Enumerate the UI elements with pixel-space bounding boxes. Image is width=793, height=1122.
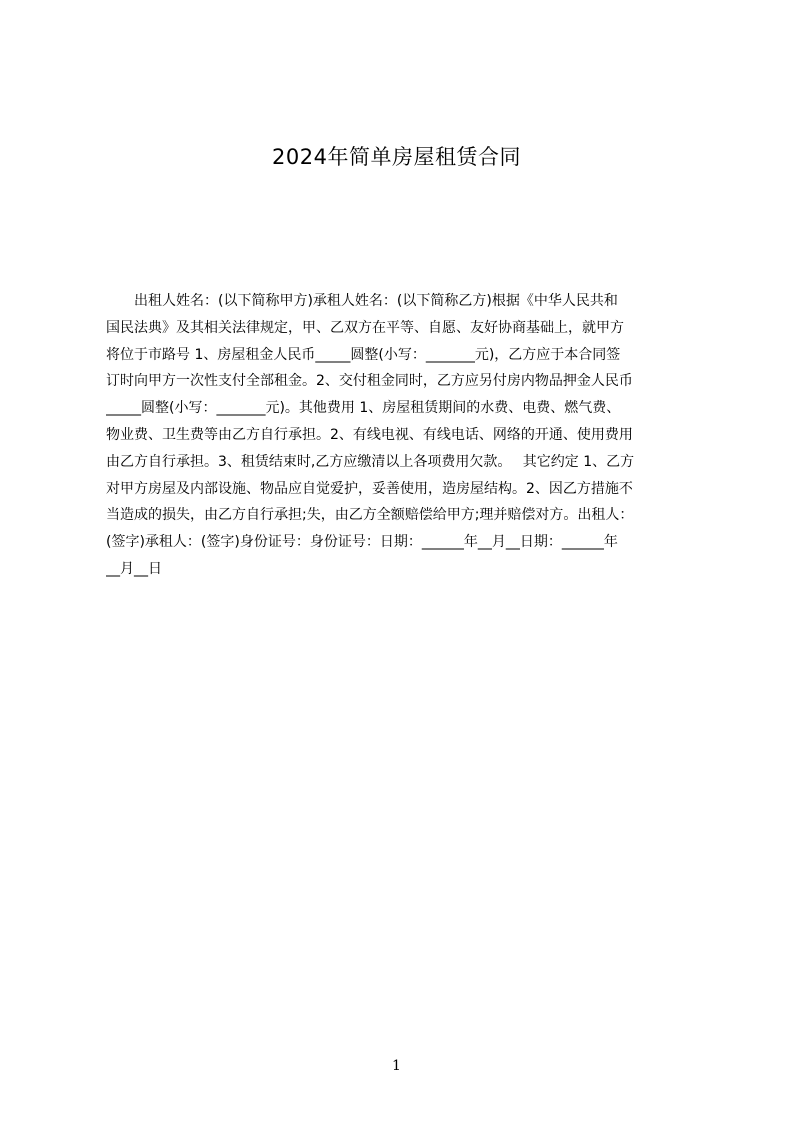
body-line: 由乙方自行承担。3、租赁结束时,乙方应缴清以上各项费用欠款。 其它约定 1、乙方 xyxy=(106,453,635,470)
document-title: 2024年简单房屋租赁合同 xyxy=(272,145,521,169)
body-line: 物业费、卫生费等由乙方自行承担。2、有线电视、有线电话、网络的开通、使用费用 xyxy=(106,426,633,443)
body-line: 对甲方房屋及内部设施、物品应自觉爱护，妥善使用，造房屋结构。2、因乙方措施不 xyxy=(106,480,633,497)
body-line: 国民法典》及其相关法律规定，甲、乙双方在平等、自愿、友好协商基础上，就甲方 xyxy=(106,319,624,336)
body-line: _____圆整(小写：_______元)。其他费用 1、房屋租赁期间的水费、电费、燃气费、 xyxy=(106,400,621,417)
contract-body xyxy=(106,288,698,583)
body-line: 当造成的损失，由乙方自行承担;失，由乙方全额赔偿给甲方;理并赔偿对方。出租人： xyxy=(106,507,634,524)
body-line: 出租人姓名：(以下简称甲方)承租人姓名：(以下简称乙方)根据《中华人民共和 xyxy=(106,293,618,309)
body-line: 订时向甲方一次性支付全部租金。2、交付租金同时，乙方应另付房内物品押金人民币 xyxy=(106,373,633,390)
body-line: (签字)承租人：(签字)身份证号：身份证号：日期：______年__月__日期：______年 xyxy=(106,534,618,551)
page-number: 1 xyxy=(392,1058,401,1074)
body-line: __月__日 xyxy=(106,560,162,577)
body-line: 将位于市路号 1、房屋租金人民币_____圆整(小写：_______元)，乙方应于本合同签 xyxy=(106,346,621,363)
